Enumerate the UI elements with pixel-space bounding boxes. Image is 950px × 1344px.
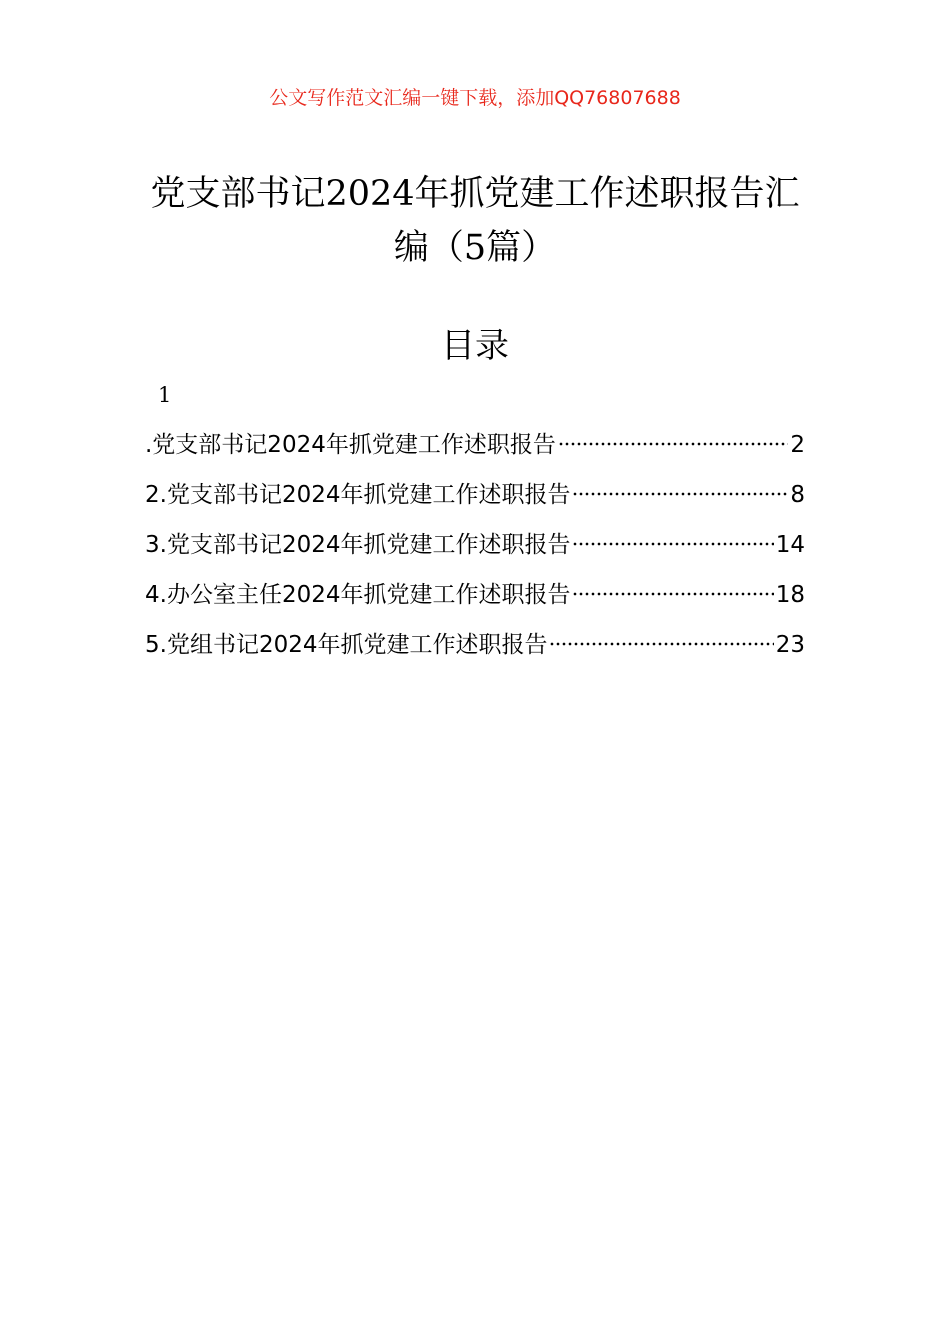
toc-entry[interactable] [145,620,805,670]
toc-entry[interactable] [145,520,805,570]
toc-entry-label: 2.党支部书记2024年抓党建工作述职报告 [145,482,571,508]
toc-entry-label: .党支部书记2024年抓党建工作述职报告 [145,432,556,458]
promo-banner: 公文写作范文汇编一键下载，添加QQ76807688 [269,87,681,109]
toc-entry-page: 18 [775,582,805,608]
toc-leader-dots [572,592,773,596]
toc-entry-page: 14 [775,532,805,558]
toc-entry-page: 8 [790,482,805,508]
toc-leader-dots [572,542,773,546]
toc-entry[interactable] [145,420,805,470]
toc-entry-label: 5.党组书记2024年抓党建工作述职报告 [145,632,548,658]
toc-heading: 目录 [441,326,509,366]
toc-entry-page: 23 [775,632,805,658]
toc-entry-label: 4.办公室主任2024年抓党建工作述职报告 [145,582,571,608]
toc-entry[interactable] [145,570,805,620]
toc-leader-dots [558,442,789,446]
table-of-contents [145,420,805,670]
toc-entry-page: 2 [790,432,805,458]
toc-item-number: 1 [158,383,172,407]
document-title: 党支部书记2024年抓党建工作述职报告汇编（5篇） [150,174,800,268]
toc-leader-dots [572,492,788,496]
toc-leader-dots [549,642,773,646]
toc-entry-label: 3.党支部书记2024年抓党建工作述职报告 [145,532,571,558]
toc-entry[interactable] [145,470,805,520]
